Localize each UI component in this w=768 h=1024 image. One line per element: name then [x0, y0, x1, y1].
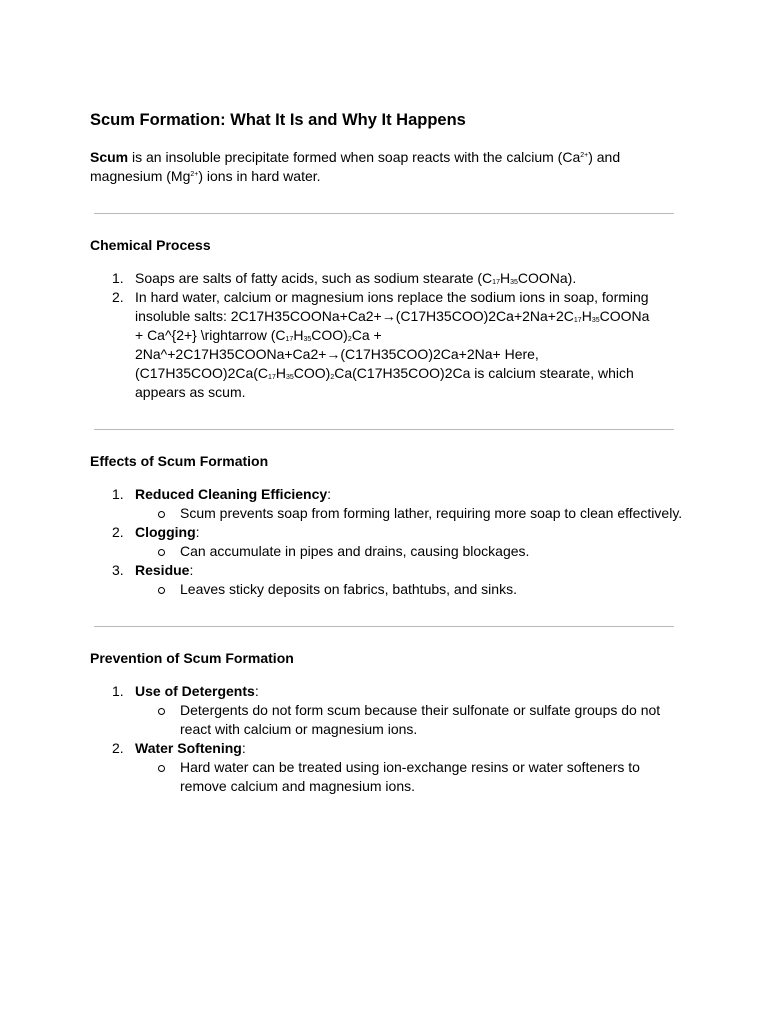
section-divider: [94, 626, 674, 627]
intro-paragraph: Scum is an insoluble precipitate formed when soap reacts with the calcium $(Ca^{2+})$ and magnesium $(Mg^{2+})$ ions in hard water.: [90, 149, 621, 184]
list-item: 1. Soaps are salts of fatty acids, such as sodium stearate $(C_{17}H_{35}COONa)$.: [112, 270, 577, 286]
hollow-bullet-icon: [158, 511, 165, 518]
sub-list-item: Scum prevents soap from forming lather, requiring more soap to clean effectively.: [135, 504, 690, 523]
prevention-list: [90, 682, 670, 796]
sub-list-item: Hard water can be treated using ion-exchange resins or water softeners to remove calcium and magnesium ions.: [135, 758, 670, 796]
chemical-process-list: [90, 269, 670, 402]
hollow-bullet-icon: [158, 708, 165, 715]
list-item: 1. Use of Detergents: Detergents do not form scum because their sulfonate or sulfate groups do not react with calcium or magnesium ions.: [90, 682, 670, 739]
sub-list: [135, 504, 690, 523]
hollow-bullet-icon: [158, 587, 165, 594]
hollow-bullet-icon: [158, 765, 165, 772]
section-divider: [94, 429, 674, 430]
sub-list-item: Detergents do not form scum because their sulfonate or sulfate groups do not react with calcium or magnesium ions.: [135, 701, 670, 739]
sub-list: [135, 701, 670, 739]
list-item: 1. Reduced Cleaning Efficiency: Scum prevents soap from forming lather, requiring more soap to clean effectively.: [90, 485, 690, 523]
section-divider: [94, 213, 674, 214]
section-heading-effects: Effects of Scum Formation: [90, 453, 269, 469]
page-title: Scum Formation: What It Is and Why It Happens: [90, 111, 466, 129]
hollow-bullet-icon: [158, 549, 165, 556]
list-item: 3. Residue: Leaves sticky deposits on fabrics, bathtubs, and sinks.: [90, 561, 690, 599]
list-item: 2. In hard water, calcium or magnesium ions replace the sodium ions in soap, forming insoluble salts: $2C17H35COONa+Ca2+\to(C17H35COO)2Ca+2Na+2C_{17}H_{35}COONa$ + Ca^{2+} \rightarrow $(C_{17}H_{35}COO)_2Ca$ + 2Na^+2C17H35COONa+Ca2+→(C17H35COO)2Ca+2Na+ Here, $(C17H35COO)2Ca(C_{17}H_{35}COO)_2Ca(C17H35COO)2Ca$ is calcium stearate, which appears as scum.: [112, 289, 650, 400]
sub-list-item: Leaves sticky deposits on fabrics, bathtubs, and sinks.: [135, 580, 690, 599]
sub-list-item: Can accumulate in pipes and drains, causing blockages.: [135, 542, 690, 561]
sub-list: [135, 580, 690, 599]
sub-list: [135, 758, 670, 796]
list-item: 2. Clogging: Can accumulate in pipes and drains, causing blockages.: [90, 523, 690, 561]
intro-term: Scum: [90, 149, 129, 165]
sub-list: [135, 542, 690, 561]
section-heading-chemical-process: Chemical Process: [90, 237, 211, 253]
effects-list: [90, 485, 690, 599]
section-heading-prevention: Prevention of Scum Formation: [90, 650, 294, 666]
list-item: 2. Water Softening: Hard water can be treated using ion-exchange resins or water softeners to remove calcium and magnesium ions.: [90, 739, 670, 796]
